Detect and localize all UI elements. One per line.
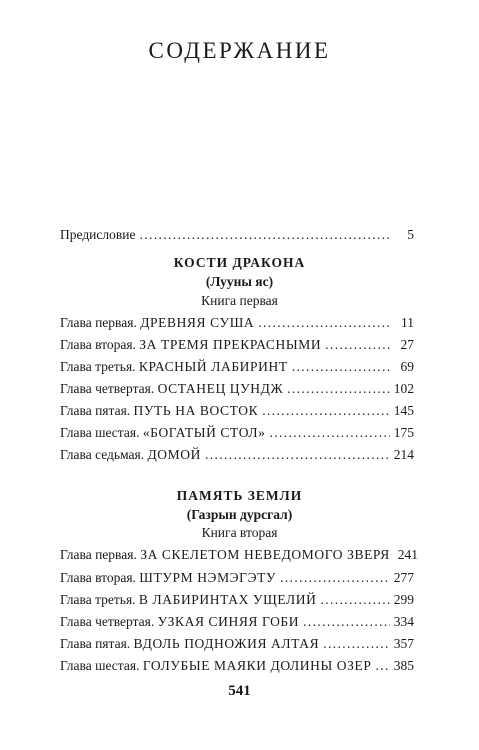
- chapter-prefix: Глава шестая.: [60, 425, 140, 440]
- dot-leader: [280, 569, 390, 587]
- chapter-name: ЗА СКЕЛЕТОМ НЕВЕДОМОГО ЗВЕРЯ: [140, 547, 390, 562]
- page-title: СОДЕРЖАНИЕ: [148, 38, 331, 63]
- dot-leader: [139, 226, 392, 244]
- toc-entry[interactable]: [60, 569, 414, 587]
- chapter-name: ЗА ТРЕМЯ ПРЕКРАСНЫМИ: [139, 337, 322, 352]
- chapter-prefix: Глава первая.: [60, 315, 137, 330]
- chapter-prefix: Глава третья.: [60, 592, 136, 607]
- part2-subtitle: (Газрын дурсгал): [186, 507, 293, 522]
- chapter-name: В ЛАБИРИНТАХ УЩЕЛИЙ: [138, 592, 317, 607]
- dot-leader: [292, 358, 392, 376]
- toc-page-number: 299: [393, 592, 414, 607]
- chapter-prefix: Глава третья.: [60, 359, 136, 374]
- toc-page-number: 385: [393, 658, 414, 673]
- toc-page-number: 5: [407, 227, 414, 242]
- toc-page-number: 175: [393, 425, 414, 440]
- toc-page-number: 69: [400, 359, 414, 374]
- dot-leader: [287, 380, 390, 398]
- dot-leader: [323, 635, 389, 653]
- toc-entry[interactable]: [60, 446, 414, 464]
- toc-page-number: 241: [397, 547, 419, 562]
- toc-entry[interactable]: [60, 613, 414, 631]
- chapter-prefix: Глава седьмая.: [60, 447, 145, 462]
- toc-page-number: 145: [393, 403, 414, 418]
- part2-book-label: Книга вторая: [201, 525, 278, 540]
- toc-entry[interactable]: [60, 591, 414, 609]
- chapter-name: «БОГАТЫЙ СТОЛ»: [142, 425, 266, 440]
- chapter-name: КРАСНЫЙ ЛАБИРИНТ: [138, 359, 288, 374]
- chapter-prefix: Глава пятая.: [60, 403, 131, 418]
- chapter-prefix: Глава вторая.: [60, 337, 136, 352]
- part1-book-label: Книга первая: [201, 293, 278, 308]
- part1-subtitle: (Лууны яс): [205, 274, 274, 289]
- chapter-name: ДОМОЙ: [147, 447, 201, 462]
- toc-entry[interactable]: [60, 380, 414, 398]
- toc-page-number: 214: [393, 447, 414, 462]
- chapter-prefix: Глава первая.: [60, 547, 137, 562]
- chapter-name: УЗКАЯ СИНЯЯ ГОБИ: [157, 614, 300, 629]
- toc-entry-label: Предисловие: [60, 227, 136, 242]
- dot-leader: [258, 314, 392, 332]
- toc-entry[interactable]: [60, 657, 414, 675]
- dot-leader: [262, 402, 390, 420]
- dot-leader: [205, 446, 390, 464]
- chapter-name: ВДОЛЬ ПОДНОЖИЯ АЛТАЯ: [133, 636, 320, 651]
- page-number: 541: [228, 683, 251, 699]
- toc-page-number: 357: [393, 636, 414, 651]
- part2-title: ПАМЯТЬ ЗЕМЛИ: [176, 488, 303, 503]
- dot-leader: [269, 424, 389, 442]
- toc-entry[interactable]: [60, 336, 414, 354]
- chapter-prefix: Глава пятая.: [60, 636, 131, 651]
- dot-leader: [303, 613, 390, 631]
- chapter-name: ПУТЬ НА ВОСТОК: [133, 403, 259, 418]
- toc-page-number: 27: [400, 337, 414, 352]
- chapter-name: ШТУРМ НЭМЭГЭТУ: [139, 570, 277, 585]
- chapter-prefix: Глава четвертая.: [60, 381, 155, 396]
- dot-leader: [325, 336, 392, 354]
- toc-page-number: 334: [393, 614, 414, 629]
- dot-leader: [320, 591, 389, 609]
- toc-page-number: 102: [393, 381, 414, 396]
- toc-entry[interactable]: [60, 424, 414, 442]
- toc-entry-preface[interactable]: [60, 226, 414, 244]
- part1-title: КОСТИ ДРАКОНА: [173, 255, 306, 270]
- toc-page-number: 277: [393, 570, 414, 585]
- chapter-name: ДРЕВНЯЯ СУША: [140, 315, 255, 330]
- chapter-prefix: Глава вторая.: [60, 570, 136, 585]
- toc-entry[interactable]: [60, 314, 414, 332]
- chapter-name: ОСТАНЕЦ ЦУНДЖ: [157, 381, 284, 396]
- chapter-name: ГОЛУБЫЕ МАЯКИ ДОЛИНЫ ОЗЕР: [142, 658, 372, 673]
- chapter-prefix: Глава шестая.: [60, 658, 140, 673]
- toc-entry[interactable]: [60, 546, 419, 564]
- toc-entry[interactable]: [60, 402, 414, 420]
- toc-page-number: 11: [401, 315, 414, 330]
- toc-entry[interactable]: [60, 635, 414, 653]
- toc-entry[interactable]: [60, 358, 414, 376]
- dot-leader: [375, 657, 389, 675]
- chapter-prefix: Глава четвертая.: [60, 614, 155, 629]
